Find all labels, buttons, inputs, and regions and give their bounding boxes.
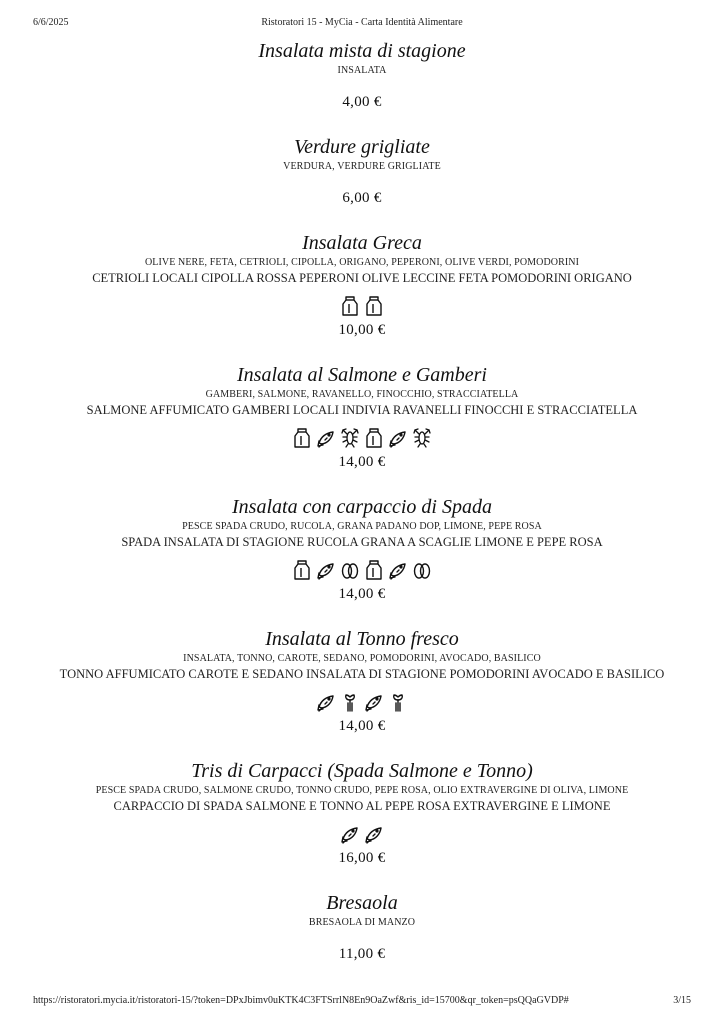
menu-list [0,38,724,986]
print-footer [0,995,724,1009]
crustacean-icon [412,427,432,449]
fish-icon [316,427,336,449]
dish-description: SPADA INSALATA DI STAGIONE RUCOLA GRANA A SCAGLIE LIMONE E PEPE ROSA [121,535,603,549]
document-title: Ristoratori 15 - MyCia - Carta Identità Alimentare [261,17,463,28]
dish-description: CARPACCIO DI SPADA SALMONE E TONNO AL PEPE ROSA EXTRAVERGINE E LIMONE [113,799,611,813]
milk-icon [364,427,384,449]
allergen-icons [0,295,724,317]
dish-name: Insalata mista di stagione [258,40,466,62]
dish-name: Insalata Greca [302,232,422,254]
egg-icon [340,559,360,581]
fish-icon [316,691,336,713]
page-url[interactable]: https://ristoratori.mycia.it/ristoratori-15/?token=DPxJbimv0uKTK4C3FTSrrlN8En9OaZwf&ris_id=15700&qr_token=psQQaGVDP# [33,995,569,1006]
menu-item [0,134,724,208]
dish-name: Bresaola [326,892,398,914]
allergen-icons [0,691,724,713]
dish-description: TONNO AFFUMICATO CAROTE E SEDANO INSALATA DI STAGIONE POMODORINI AVOCADO E BASILICO [59,667,665,681]
menu-item [0,230,724,340]
dish-price: 4,00 € [342,94,382,110]
dish-ingredients: PESCE SPADA CRUDO, SALMONE CRUDO, TONNO CRUDO, PEPE ROSA, OLIO EXTRAVERGINE DI OLIVA, LIMONE [95,785,629,796]
dish-name: Insalata al Tonno fresco [265,628,459,650]
menu-item [0,758,724,868]
milk-icon [292,559,312,581]
dish-price: 14,00 € [338,586,386,602]
dish-price: 14,00 € [338,718,386,734]
menu-item [0,890,724,964]
fish-icon [388,427,408,449]
dish-ingredients: INSALATA, TONNO, CAROTE, SEDANO, POMODORINI, AVOCADO, BASILICO [183,653,541,664]
dish-price: 16,00 € [338,850,386,866]
fish-icon [364,823,384,845]
dish-price: 14,00 € [338,454,386,470]
dish-ingredients: BRESAOLA DI MANZO [308,917,416,928]
dish-ingredients: OLIVE NERE, FETA, CETRIOLI, CIPOLLA, ORIGANO, PEPERONI, OLIVE VERDI, POMODORINI [144,257,580,268]
celery-icon [340,691,360,713]
dish-ingredients: GAMBERI, SALMONE, RAVANELLO, FINOCCHIO, STRACCIATELLA [205,389,519,400]
dish-name: Tris di Carpacci (Spada Salmone e Tonno) [191,760,533,782]
menu-item [0,38,724,112]
egg-icon [412,559,432,581]
dish-description: SALMONE AFFUMICATO GAMBERI LOCALI INDIVIA RAVANELLI FINOCCHI E STRACCIATELLA [86,403,638,417]
fish-icon [388,559,408,581]
dish-ingredients: PESCE SPADA CRUDO, RUCOLA, GRANA PADANO DOP, LIMONE, PEPE ROSA [182,521,542,532]
fish-icon [316,559,336,581]
celery-icon [388,691,408,713]
menu-item [0,362,724,472]
menu-item [0,494,724,604]
dish-name: Verdure grigliate [294,136,430,158]
allergen-icons [0,823,724,845]
dish-price: 6,00 € [342,190,382,206]
dish-name: Insalata con carpaccio di Spada [232,496,492,518]
print-header [0,17,724,31]
fish-icon [340,823,360,845]
crustacean-icon [340,427,360,449]
page-number: 3/15 [673,995,691,1006]
milk-icon [364,295,384,317]
dish-ingredients: INSALATA [337,65,387,76]
dish-name: Insalata al Salmone e Gamberi [237,364,487,386]
print-date: 6/6/2025 [33,17,69,28]
dish-price: 11,00 € [338,946,386,962]
fish-icon [364,691,384,713]
milk-icon [364,559,384,581]
dish-price: 10,00 € [338,322,386,338]
dish-ingredients: VERDURA, VERDURE GRIGLIATE [283,161,441,172]
allergen-icons [0,427,724,449]
milk-icon [292,427,312,449]
menu-item [0,626,724,736]
milk-icon [340,295,360,317]
dish-description: CETRIOLI LOCALI CIPOLLA ROSSA PEPERONI OLIVE LECCINE FETA POMODORINI ORIGANO [92,271,632,285]
allergen-icons [0,559,724,581]
